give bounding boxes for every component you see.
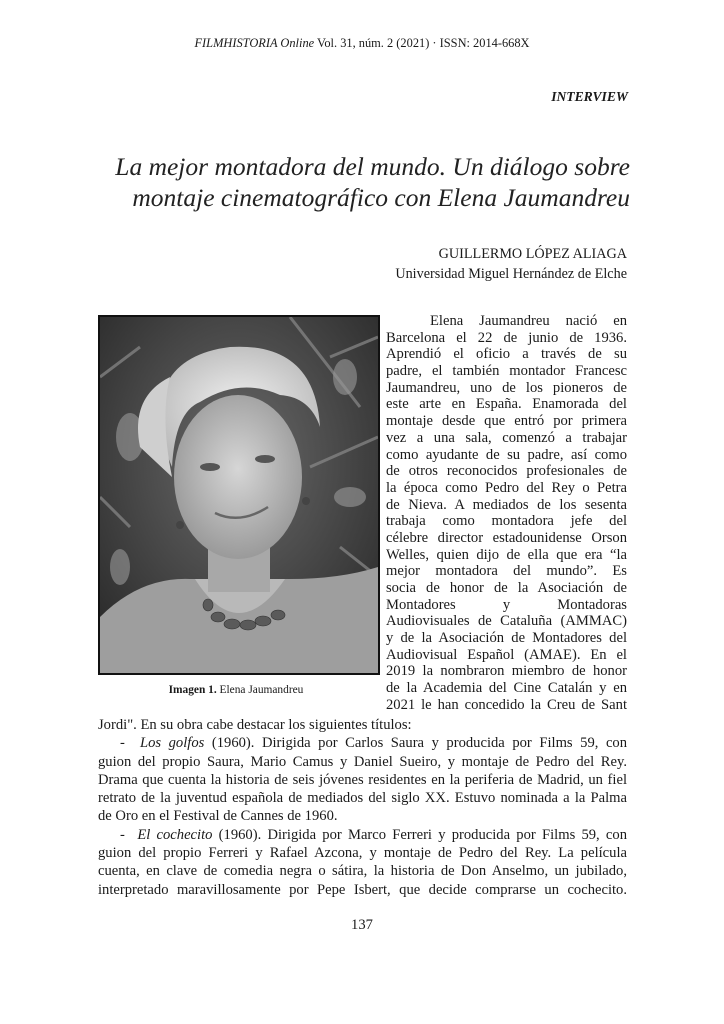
paragraph-line: Jordi". En su obra cabe destacar los siguientes títulos: [98,717,412,733]
paragraph-line: Elena Jaumandreu nació en [430,313,627,329]
paragraph-line: Drama que cuenta la historia de seis jóvenes residentes en la periferia de Madrid, un fiel [98,771,627,788]
title-line-1: La mejor montadora del mundo. Un diálogo sobre [115,152,630,181]
film-title: Los golfos [139,735,205,752]
paragraph-line: padre, el también montador Francesc [386,363,627,380]
paragraph-line: 2019 la nombraron miembro de honor [386,663,627,680]
paragraph-line: de otros reconocidos profesionales de [386,463,627,480]
author-block [395,244,627,284]
film-description: (1960). Dirigida por Marco Ferreri y producida por Films 59, con [212,826,627,843]
journal-issue: Vol. 31, núm. 2 (2021) · ISSN: 2014-668X [314,36,530,50]
portrait-photo [98,315,380,675]
paragraph-line: socia de honor de la Asociación de [386,580,627,596]
intro-paragraph [386,313,627,714]
paragraph-line: mejor montadora del mundo”. Es [386,563,627,580]
paragraph-line: este arte en España. Enamorada del [386,396,627,413]
portrait-image [100,317,378,673]
paragraph-line: cuenta, en clave de comedia negra o sátira, la historia de Don Anselmo, un jubilado, [98,863,627,880]
paragraph-line: guion del propio Saura, Mario Camus y Daniel Sueiro, y montaje de Pedro del Rey. [98,753,627,770]
film-description: (1960). Dirigida por Carlos Saura y producida por Films 59, con [204,735,627,752]
journal-name: FILMHISTORIA Online [194,36,315,50]
paragraph-line: retrato de la juventud española de mediados del siglo XX. Estuvo nominada a la Palma [98,790,627,807]
paragraph-line: vez a una sala, comenzó a trabajar [386,429,627,446]
paragraph-line: Audiovisual Español (AMAE). En el [386,646,627,663]
author-name: GUILLERMO LÓPEZ ALIAGA [438,246,627,262]
paragraph-line: Jaumandreu, uno de los pioneros de [386,379,627,396]
paragraph-line: Montadores y Montadoras [386,596,627,613]
caption-label: Imagen 1. [168,684,217,696]
paragraph-line: de Oro en el Festival de Cannes de 1960. [98,808,338,825]
caption-text: Elena Jaumandreu [216,684,304,696]
paragraph-line: interpretado maravillosamente por Pepe Isbert, que decide comprarse un cochecito. [98,881,627,898]
paragraph-line: célebre director estadounidense Orson [386,529,627,546]
title-line-2: montaje cinematográfico con Elena Jaumandreu [132,183,630,212]
paragraph-line: como ayudante de su padre, así como [386,446,627,463]
article-title [90,151,630,213]
running-header [0,36,724,51]
paragraph-line: Welles, quien dijo de ella que era “la [386,546,627,563]
paragraph-line: de Nieva. A mediados de los sesenta [386,496,627,513]
section-label: INTERVIEW [551,89,628,104]
paragraph-line: la época como Pedro del Rey o Petra [386,479,627,496]
paragraph-line: trabaja como montadora jefe del [386,513,627,530]
paragraph-line: y de la Asociación de Montadores del [386,630,627,647]
author-affiliation: Universidad Miguel Hernández de Elche [395,266,627,282]
paragraph-line: Aprendió el oficio a través de su [386,346,627,363]
film-entry [98,826,627,844]
paragraph-line: Barcelona el 22 de junio de 1936. [386,329,627,346]
bullet-dash: - [120,735,125,752]
paragraph-line: Audiovisuales de Cataluña (AMMAC) [386,613,627,630]
paragraph-line: 2021 le han concedido la Creu de Sant [386,696,627,713]
film-entry [98,734,627,752]
bullet-dash: - [120,826,125,843]
paragraph-line: montaje desde que entró por primera [386,413,627,430]
paragraph-line: de la Academia del Cine Catalán y en [386,680,627,697]
film-title: El cochecito [137,826,213,843]
paragraph-line: guion del propio Ferreri y Rafael Azcona, y montaje de Pedro del Rey. La película [98,845,627,862]
continuation-text [98,716,627,899]
figure-caption [98,683,374,697]
page-number: 137 [351,917,373,933]
